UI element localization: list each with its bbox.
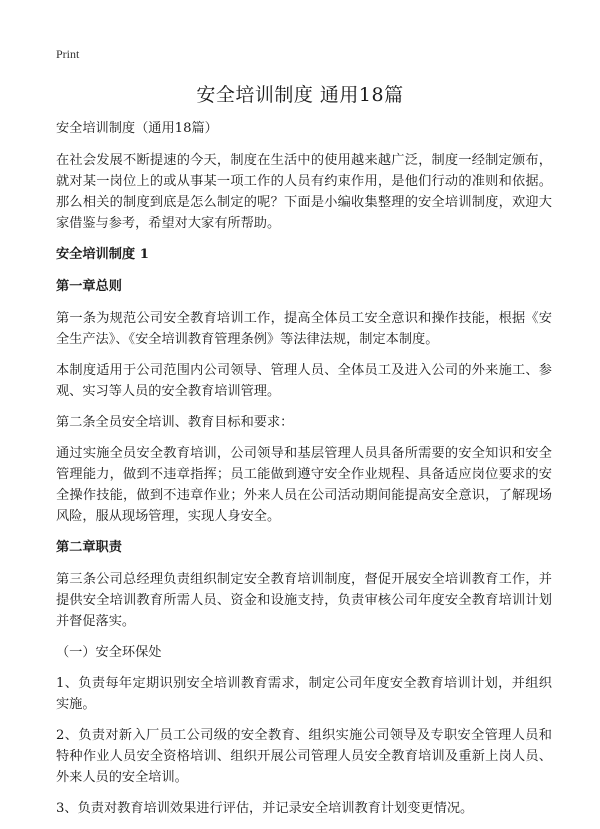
goals-paragraph: 通过实施全员安全教育培训，公司领导和基层管理人员具备所需要的安全知识和安全管理能力，做到不违章指挥；员工能做到遵守安全作业规程、具备适应岗位要求的安全操作技能，做到不违章作业；外来人员在公司活动期间能提高安全意识，了解现场风险，服从现场管理，实现人身安全。 xyxy=(56,446,552,524)
list-item: 2、负责对新入厂员工公司级的安全教育、组织实施公司领导及专职安全管理人员和特种作业人员安全资格培训、组织开展公司管理人员安全教育培训及重新上岗人员、外来人员的安全培训。 xyxy=(56,728,552,785)
article-2: 第二条全员安全培训、教育目标和要求： xyxy=(56,415,294,430)
document-body xyxy=(56,118,552,829)
page-title: 安全培训制度 通用18篇 xyxy=(196,84,404,106)
scope-paragraph: 本制度适用于公司范围内公司领导、管理人员、全体员工及进入公司的外来施工、参观、实习等人员的安全教育培训管理。 xyxy=(56,363,552,399)
document-subtitle: 安全培训制度（通用18篇） xyxy=(56,121,218,136)
chapter-heading: 第一章总则 xyxy=(56,279,122,294)
print-link[interactable]: Print xyxy=(56,47,80,61)
intro-paragraph: 在社会发展不断提速的今天，制度在生活中的使用越来越广泛，制度一经制定颁布，就对某一岗位上的或从事某一项工作的人员有约束作用，是他们行动的准则和依据。那么相关的制度到底是怎么制定的呢？下面是小编收集整理的安全培训制度，欢迎大家借鉴与参考，希望对大家有所帮助。 xyxy=(56,153,552,231)
list-item: 1、负责每年定期识别安全培训教育需求，制定公司年度安全教育培训计划，并组织实施。 xyxy=(56,676,552,712)
chapter-heading: 第二章职责 xyxy=(56,540,122,555)
article-1: 第一条为规范公司安全教育培训工作，提高全体员工安全意识和操作技能，根据《安全生产法》、《安全培训教育管理条例》等法律法规，制定本制度。 xyxy=(56,311,552,347)
section-heading: 安全培训制度 1 xyxy=(56,247,149,262)
article-3: 第三条公司总经理负责组织制定安全教育培训制度，督促开展安全培训教育工作，并提供安全培训教育所需人员、资金和设施支持，负责审核公司年度安全教育培训计划并督促落实。 xyxy=(56,572,552,629)
list-item: 3、负责对教育培训效果进行评估，并记录安全培训教育计划变更情况。 xyxy=(56,801,474,816)
department-heading: （一）安全环保处 xyxy=(56,645,162,660)
